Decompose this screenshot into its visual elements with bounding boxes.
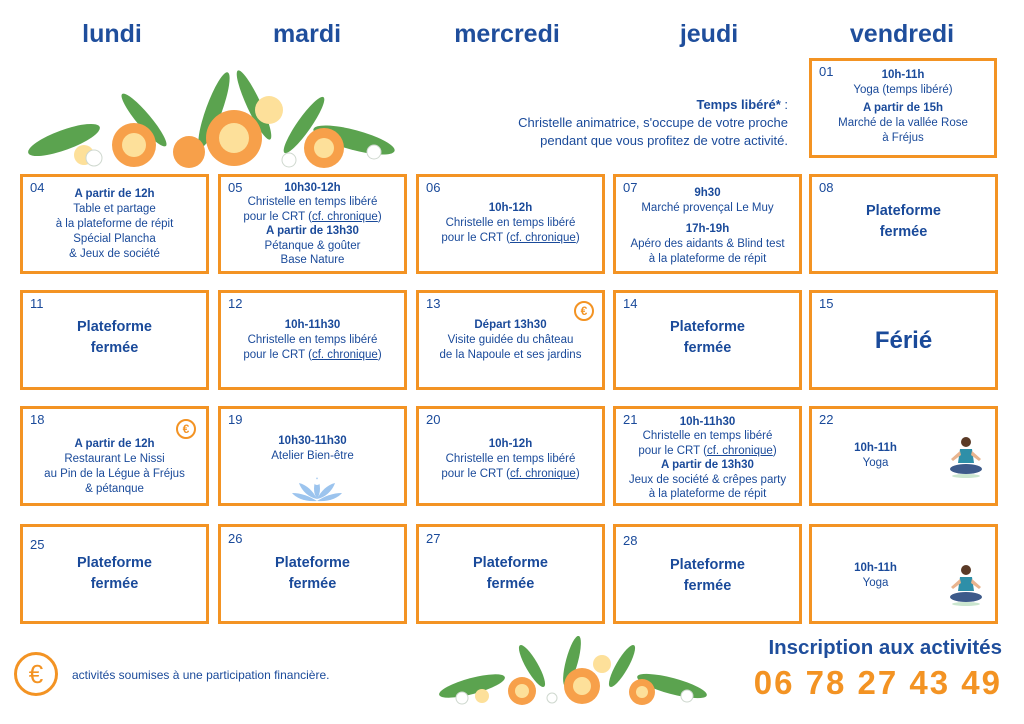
- cell-line: Plateforme: [670, 557, 745, 573]
- cell-line: ): [575, 231, 580, 244]
- day-number: 26: [228, 531, 243, 546]
- day-number: 28: [623, 533, 638, 548]
- day-number: 05: [228, 180, 243, 195]
- cell-line: Marché provençal Le Muy: [641, 201, 774, 214]
- day-number: 07: [623, 180, 638, 195]
- note-line-2: pendant que vous profitez de votre activité.: [540, 133, 788, 149]
- chronique-link[interactable]: cf. chronique: [509, 231, 576, 244]
- day-header-vendredi: vendredi: [849, 20, 955, 48]
- day-cell-08: [809, 174, 998, 274]
- chronique-link[interactable]: cf. chronique: [706, 444, 773, 457]
- cell-line: 10h-11h30: [679, 416, 736, 428]
- day-cell-07: [613, 174, 802, 274]
- day-header-mercredi: mercredi: [454, 20, 560, 48]
- cell-line: Spécial Plancha: [73, 232, 156, 245]
- cell-line: pour le CRT (: [243, 348, 312, 361]
- note-colon: :: [780, 97, 788, 112]
- cell-line: 10h30-12h: [284, 182, 341, 194]
- cell-line: Christelle en temps libéré: [247, 333, 378, 346]
- day-number: 25: [30, 537, 45, 552]
- yoga-woman-icon: [948, 563, 984, 607]
- cell-line: Table et partage: [73, 202, 156, 215]
- cell-line: 10h-12h: [488, 202, 533, 214]
- note-title: Temps libéré*: [696, 97, 781, 112]
- day-number: 12: [228, 296, 243, 311]
- note-line-1: Christelle animatrice, s'occupe de votre proche: [518, 115, 788, 131]
- cell-line: 17h-19h: [685, 222, 730, 235]
- day-number: 20: [426, 412, 441, 427]
- chronique-link[interactable]: cf. chronique: [509, 467, 576, 480]
- cell-line: pour le CRT (: [441, 231, 510, 244]
- euro-icon: €: [14, 652, 58, 696]
- day-cell-13: [416, 290, 605, 390]
- day-cell-26: [218, 524, 407, 624]
- day-cell-20: [416, 406, 605, 506]
- day-cell-05: [218, 174, 407, 274]
- cell-line: Plateforme: [77, 319, 152, 335]
- euro-icon: €: [574, 301, 594, 321]
- cell-line: A partir de 13h30: [661, 459, 754, 472]
- day-cell-22: [809, 406, 998, 506]
- cell-line: ): [575, 467, 580, 480]
- flower-bouquet-icon: [432, 636, 716, 706]
- lotus-meditation-icon: [291, 473, 343, 503]
- day-cell-14: [613, 290, 802, 390]
- flower-bouquet-icon: [24, 70, 408, 170]
- euro-icon: €: [176, 419, 196, 439]
- day-number: 22: [819, 412, 834, 427]
- ferie-label: Férié: [874, 327, 933, 354]
- cell-line: ): [377, 348, 382, 361]
- cell-line: fermée: [879, 224, 928, 241]
- cell-line: Restaurant Le Nissi: [64, 452, 165, 465]
- cell-line: Plateforme: [77, 555, 152, 571]
- cell-line: 9h30: [694, 187, 721, 199]
- cell-line: fermée: [683, 578, 732, 595]
- cell-line: Christelle en temps libéré: [445, 452, 576, 465]
- cell-line: Yoga: [862, 576, 889, 589]
- cell-line: pour le CRT (: [638, 444, 707, 457]
- chronique-link[interactable]: cf. chronique: [311, 348, 378, 361]
- cell-line: ): [377, 210, 382, 223]
- phone-number[interactable]: 06 78 27 43 49: [753, 664, 1002, 701]
- cell-line: A partir de 15h: [862, 101, 944, 114]
- cell-line: Plateforme: [866, 203, 941, 219]
- cell-line: Base Nature: [280, 253, 345, 266]
- cell-line: à Fréjus: [882, 131, 924, 144]
- day-number: 21: [623, 412, 638, 427]
- day-cell-19: [218, 406, 407, 506]
- cell-line: 10h-11h30: [284, 319, 341, 331]
- cell-line: 10h-11h: [881, 69, 925, 81]
- day-cell-28: [613, 524, 802, 624]
- day-number: 01: [819, 64, 834, 79]
- cell-line: fermée: [486, 576, 535, 593]
- day-number: 06: [426, 180, 441, 195]
- legend-text: activités soumises à une participation financière.: [72, 668, 330, 682]
- day-header-lundi: lundi: [82, 20, 142, 48]
- day-number: 11: [30, 296, 44, 311]
- cell-line: Apéro des aidants & Blind test: [630, 237, 785, 250]
- day-number: 15: [819, 296, 834, 311]
- cell-line: à la plateforme de répit: [648, 487, 767, 500]
- day-cell-01: [809, 58, 997, 158]
- cell-line: fermée: [90, 576, 139, 593]
- cell-line: pour le CRT (: [441, 467, 510, 480]
- cell-line: Plateforme: [670, 319, 745, 335]
- inscription-title: Inscription aux activités: [768, 636, 1002, 659]
- cell-line: Yoga (temps libéré): [853, 83, 953, 96]
- cell-line: Départ 13h30: [474, 319, 547, 331]
- day-cell-11: [20, 290, 209, 390]
- day-header-jeudi: jeudi: [679, 20, 739, 48]
- cell-line: 10h-11h: [854, 442, 897, 454]
- cell-line: 10h-12h: [488, 438, 533, 450]
- cell-line: fermée: [288, 576, 337, 593]
- cell-line: A partir de 12h: [74, 188, 155, 200]
- cell-line: Jeux de société & crêpes party: [628, 473, 787, 486]
- cell-line: & pétanque: [85, 482, 144, 495]
- cell-line: Atelier Bien-être: [271, 449, 354, 462]
- cell-line: Christelle en temps libéré: [247, 196, 378, 209]
- day-number: 04: [30, 180, 45, 195]
- day-cell-15: [809, 290, 998, 390]
- yoga-woman-icon: [948, 435, 984, 479]
- cell-line: Yoga: [862, 456, 889, 469]
- day-cell-29: [809, 524, 998, 624]
- day-cell-21: [613, 406, 802, 506]
- cell-line: Christelle en temps libéré: [445, 216, 576, 229]
- day-header-mardi: mardi: [272, 20, 342, 48]
- cell-line: fermée: [683, 340, 732, 357]
- day-number: 27: [426, 531, 441, 546]
- day-number: 13: [426, 296, 441, 311]
- cell-line: Plateforme: [473, 555, 548, 571]
- day-cell-18: [20, 406, 209, 506]
- day-number: 18: [30, 412, 45, 427]
- chronique-link[interactable]: cf. chronique: [311, 210, 378, 223]
- cell-line: au Pin de la Légue à Fréjus: [44, 467, 185, 480]
- day-cell-25: [20, 524, 209, 624]
- cell-line: & Jeux de société: [69, 247, 160, 260]
- cell-line: à la plateforme de répit: [55, 217, 174, 230]
- cell-line: Visite guidée du château: [447, 333, 574, 346]
- cell-line: Pétanque & goûter: [264, 239, 361, 252]
- cell-line: 10h30-11h30: [278, 435, 347, 447]
- cell-line: Marché de la vallée Rose: [838, 116, 968, 129]
- cell-line: Plateforme: [275, 555, 350, 571]
- day-cell-04: [20, 174, 209, 274]
- cell-line: Christelle en temps libéré: [642, 430, 773, 443]
- day-cell-27: [416, 524, 605, 624]
- cell-line: pour le CRT (: [243, 210, 312, 223]
- cell-line: A partir de 12h: [74, 438, 155, 450]
- temps-libere-note: [440, 96, 788, 151]
- cell-line: à la plateforme de répit: [648, 252, 767, 265]
- cell-line: de la Napoule et ses jardins: [439, 348, 582, 361]
- day-cell-12: [218, 290, 407, 390]
- cell-line: A partir de 13h30: [266, 225, 359, 238]
- day-number: 19: [228, 412, 243, 427]
- day-cell-06: [416, 174, 605, 274]
- cell-line: 10h-11h: [854, 562, 897, 574]
- cell-line: fermée: [90, 340, 139, 357]
- day-number: 14: [623, 296, 638, 311]
- cell-line: ): [772, 444, 777, 457]
- day-number: 08: [819, 180, 834, 195]
